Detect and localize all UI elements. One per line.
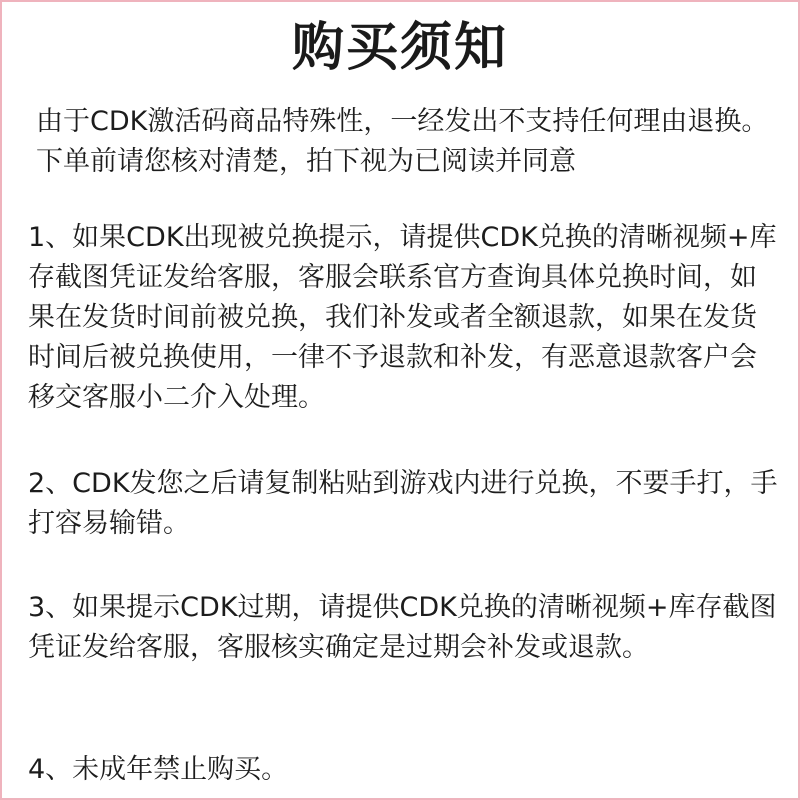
notice-item-2: 2、CDK发您之后请复制粘贴到游戏内进行兑换，不要手打，手打容易输错。 (28, 468, 778, 539)
notice-title: 购买须知 (291, 18, 508, 78)
notice-item-1: 1、如果CDK出现被兑换提示，请提供CDK兑换的清晰视频+库存截图凭证发给客服，客服会联系官方查询具体兑换时间，如果在发货时间前被兑换，我们补发或者全额退款，如果在发货时间后被兑换使用，一律不予退款和补发，有恶意退款客户会移交客服小二介入处理。 (28, 222, 777, 413)
intro-text: 由于CDK激活码商品特殊性，一经发出不支持任何理由退换。下单前请您核对清楚，拍下视为已阅读并同意 (36, 106, 769, 177)
notice-item-4: 4、未成年禁止购买。 (28, 754, 289, 785)
notice-item-3: 3、如果提示CDK过期，请提供CDK兑换的清晰视频+库存截图凭证发给客服，客服核实确定是过期会补发或退款。 (28, 592, 777, 663)
